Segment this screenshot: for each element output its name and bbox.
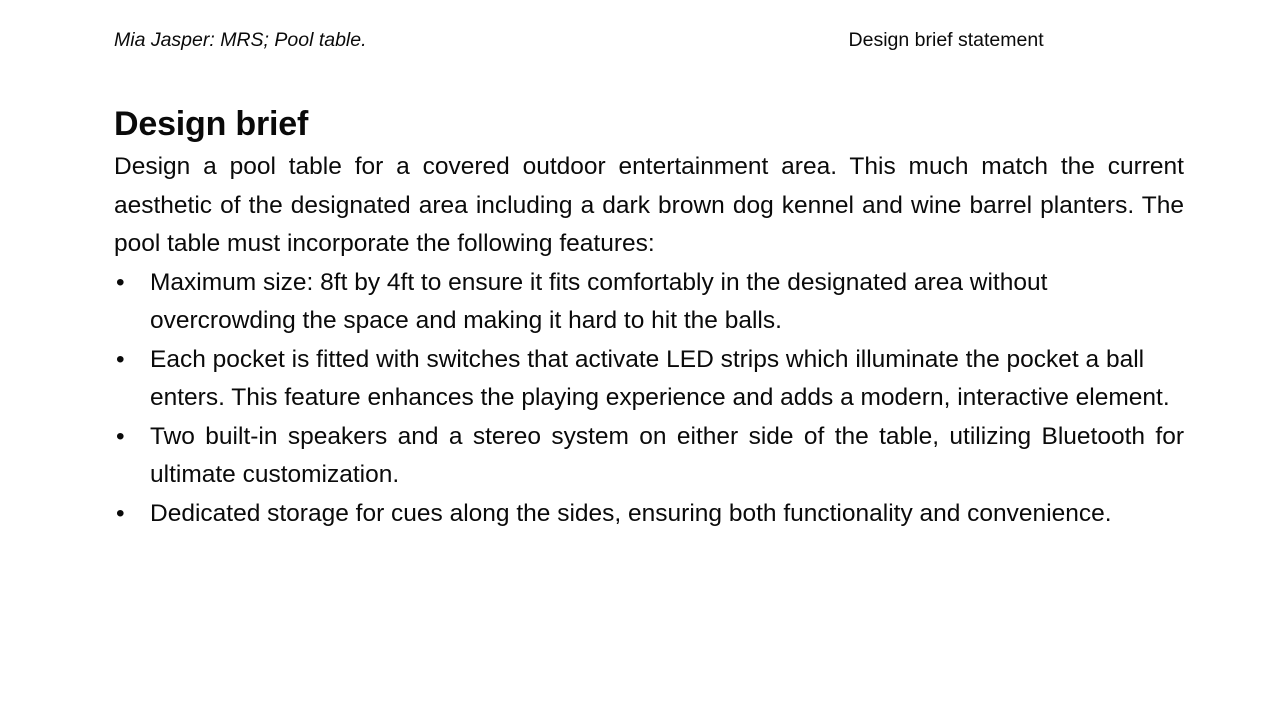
- header-section-label: Design brief statement: [848, 29, 1044, 51]
- list-item: [114, 341, 1184, 418]
- bullet-icon: •: [116, 268, 125, 296]
- bullet-icon: •: [116, 422, 125, 450]
- bullet-icon: •: [116, 499, 125, 527]
- features-list: [114, 264, 1184, 534]
- list-item: [114, 264, 1184, 341]
- slide-header: [114, 28, 1166, 53]
- page-title: Design brief: [114, 104, 309, 143]
- intro-paragraph: Design a pool table for a covered outdoor entertainment area. This much match the current aesthetic of the designated area including a dark brown dog kennel and wine barrel planters. The pool table must incorporate the following features:: [114, 153, 1184, 257]
- list-item-text: Two built-in speakers and a stereo system on either side of the table, utilizing Bluetooth for ultimate customization.: [150, 422, 1184, 488]
- list-item-text: Dedicated storage for cues along the sides, ensuring both functionality and convenience.: [150, 499, 1112, 527]
- list-item-text: Each pocket is fitted with switches that activate LED strips which illuminate the pocket a ball enters. This feature enhances the playing experience and adds a modern, interactive element.: [150, 345, 1170, 411]
- list-item: [114, 495, 1184, 534]
- slide-body: [114, 148, 1184, 533]
- bullet-icon: •: [116, 345, 125, 373]
- list-item-text: Maximum size: 8ft by 4ft to ensure it fits comfortably in the designated area without overcrowding the space and making it hard to hit the balls.: [150, 268, 1048, 334]
- header-author-topic: Mia Jasper: MRS; Pool table.: [114, 29, 367, 51]
- list-item: [114, 418, 1184, 495]
